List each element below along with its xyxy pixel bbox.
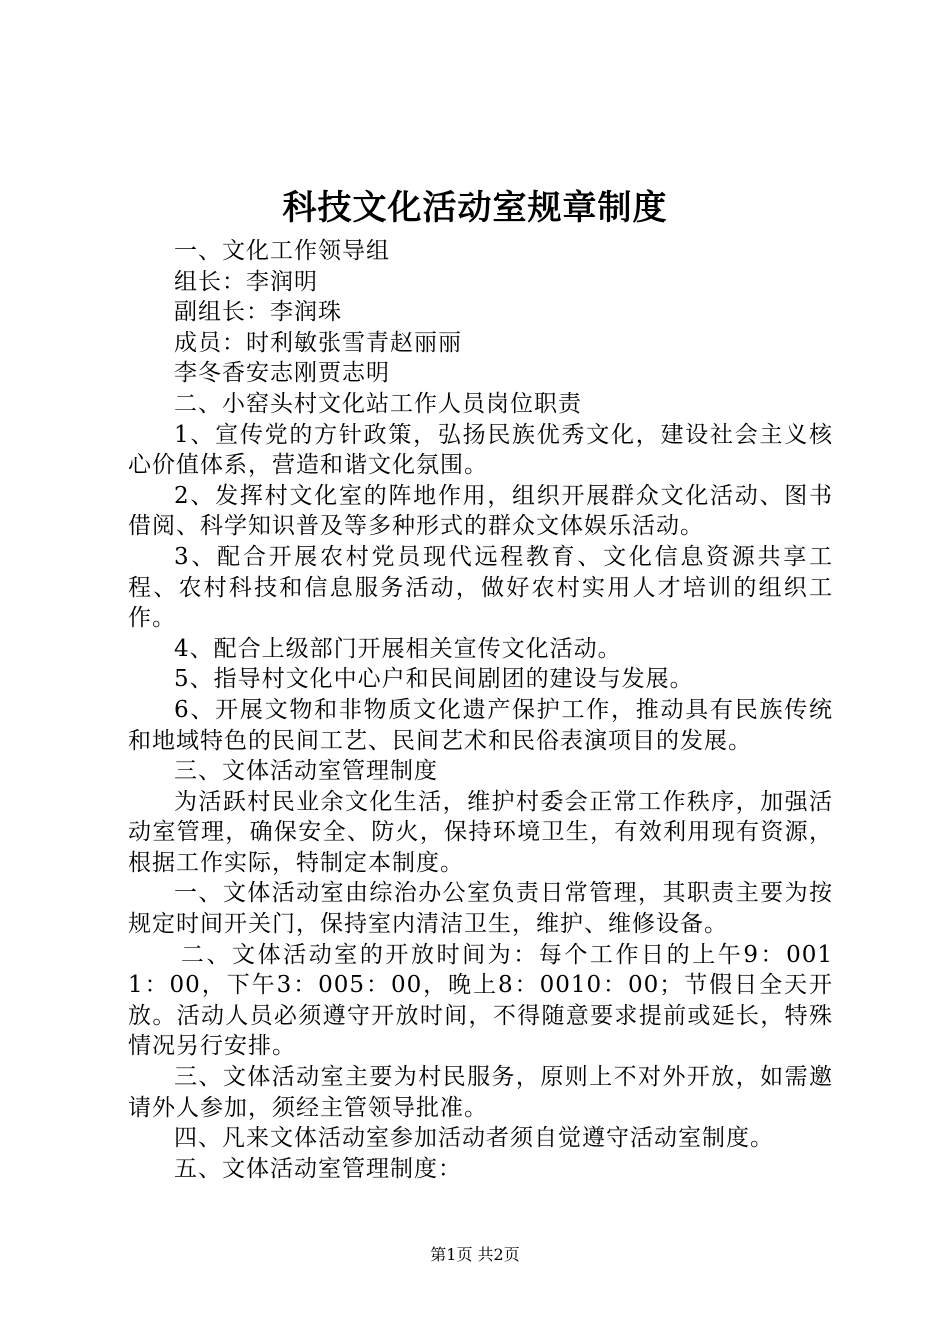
paragraph-leader: 组长：李润明 [174,268,318,295]
paragraph-duty-5: 5、指导村文化中心户和民间剧团的建设与发展。 [174,666,694,693]
paragraph-rule-4: 四、凡来文体活动室参加活动者须自觉遵守活动室制度。 [174,1125,774,1152]
paragraph-duty-2: 2、发挥村文化室的阵地作用，组织开展群众文化活动、图书借阅、科学知识普及等多种形式的群众文体娱乐活动。 [128,482,833,540]
paragraph-duty-3: 3、配合开展农村党员现代远程教育、文化信息资源共享工程、农村科技和信息服务活动，做好农村实用人才培训的组织工作。 [128,543,833,632]
paragraph-section-2-heading: 二、小窑头村文化站工作人员岗位职责 [174,390,582,417]
paragraph-rule-5: 五、文体活动室管理制度： [174,1155,462,1182]
document-body [128,236,833,1184]
paragraph-duty-1: 1、宣传党的方针政策，弘扬民族优秀文化，建设社会主义核心价值体系，营造和谐文化氛围。 [128,421,833,479]
paragraph-rule-1: 一、文体活动室由综治办公室负责日常管理，其职责主要为按规定时间开关门，保持室内清洁卫生，维护、维修设备。 [128,880,833,938]
paragraph-rule-3: 三、文体活动室主要为村民服务，原则上不对外开放，如需邀请外人参加，须经主管领导批准。 [128,1064,833,1121]
paragraph-section-3-heading: 三、文体活动室管理制度 [174,758,438,785]
paragraph-members-cont: 李冬香安志刚贾志明 [174,360,390,387]
paragraph-purpose: 为活跃村民业余文化生活，维护村委会正常工作秩序，加强活动室管理，确保安全、防火，保持环境卫生，有效利用现有资源，根据工作实际，特制定本制度。 [128,788,833,876]
paragraph-duty-6: 6、开展文物和非物质文化遗产保护工作，推动具有民族传统和地域特色的民间工艺、民间艺术和民俗表演项目的发展。 [128,696,833,754]
paragraph-duty-4: 4、配合上级部门开展相关宣传文化活动。 [174,635,622,662]
paragraph-members: 成员：时利敏张雪青赵丽丽 [174,329,462,356]
paragraph-rule-2: 二、文体活动室的开放时间为：每个工作日的上午9：0011：00，下午3：005：00，晚上8：0010：00；节假日全天开放。活动人员必须遵守开放时间，不得随意要求提前或延长，特殊情况另行安排。 [128,941,833,1060]
paragraph-section-1-heading: 一、文化工作领导组 [174,238,390,264]
page-number-footer: 第1页 共2页 [430,1245,520,1264]
document-title: 科技文化活动室规章制度 [282,188,668,228]
paragraph-deputy-leader: 副组长：李润珠 [174,299,342,326]
